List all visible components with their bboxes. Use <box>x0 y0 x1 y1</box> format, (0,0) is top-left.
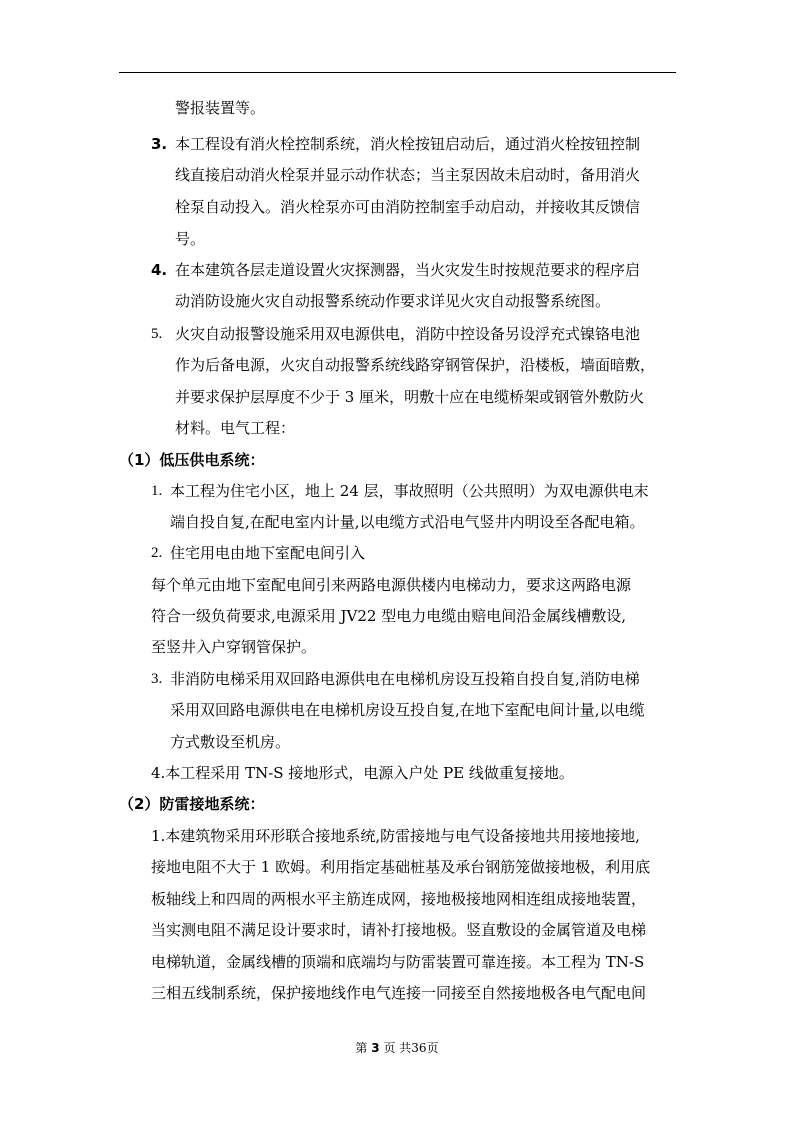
text-line: 号。 <box>175 230 206 248</box>
text-line: 作为后备电源，火灾自动报警系统线路穿钢管保护，沿楼板，墙面暗敷， <box>175 356 656 374</box>
text-line: 本工程为住宅小区，地上 24 层，事故照明（公共照明）为双电源供电末 <box>170 482 649 500</box>
text-line: 三相五线制系统，保护接地线作电气连接一同接至自然接地极各电气配电间 <box>151 984 647 1002</box>
text-line: 栓泵自动投入。消火栓泵亦可由消防控制室手动启动，并接收其反馈信 <box>175 198 641 216</box>
list-number: 5. <box>151 326 163 342</box>
text-line: 本工程设有消火栓控制系统，消火栓按钮启动后，通过消火栓按钮控制 <box>175 135 641 153</box>
text-line: 动消防设施火灾自动报警系统动作要求详见火灾自动报警系统图。 <box>175 292 611 310</box>
list-number: 2. <box>151 545 163 561</box>
section-heading: （1）低压供电系统： <box>119 451 265 469</box>
text-line: 材料。电气工程： <box>175 419 296 437</box>
text-line: 警报装置等。 <box>175 99 266 117</box>
text-line: 当实测电阻不满足设计要求时，请补打接地极。竖直敷设的金属管道及电梯 <box>151 921 647 939</box>
text-line: 符合一级负荷要求,电源采用 JV22 型电力电缆由赔电间沿金属线槽敷设, <box>151 607 627 625</box>
text-line: 火灾自动报警设施采用双电源供电，消防中控设备另设浮充式镍铬电池 <box>175 325 641 343</box>
page-number: 3 <box>371 1041 380 1055</box>
text-line: 方式敷设至机房。 <box>170 733 291 751</box>
text-line: 端自投自复,在配电室内计量,以电缆方式沿电气竖井内明设至各配电箱。 <box>170 513 645 531</box>
header-rule <box>119 72 676 73</box>
text-line: 1.本建筑物采用环形联合接地系统,防雷接地与电气设备接地共用接地接地, <box>151 827 640 845</box>
text-line: 非消防电梯采用双回路电源供电在电梯机房设互投箱自投自复,消防电梯 <box>170 670 640 688</box>
text-line: 在本建筑各层走道设置火灾探测器，当火灾发生时按规范要求的程序启 <box>175 261 641 279</box>
text-line: 板轴线上和四周的两根水平主筋连成网，接地极接地网相连组成接地装置， <box>151 890 647 908</box>
text-line: 4.本工程采用 TN-S 接地形式，电源入户处 PE 线做重复接地。 <box>151 764 574 782</box>
text-line: 采用双回路电源供电在电梯机房设互投自复,在地下室配电间计量,以电缆 <box>170 701 645 719</box>
list-number: 4. <box>151 261 168 279</box>
text-line: 电梯轨道，金属线槽的顶端和底端均与防雷装置可靠连接。本工程为 TN-S <box>151 953 645 971</box>
text-line: 每个单元由地下室配电间引来两路电源供楼内电梯动力，要求这两路电源 <box>151 576 632 594</box>
total-pages: 36 <box>411 1041 427 1055</box>
text-line: 并要求保护层厚度不少于 3 厘米，明敷十应在电缆桥架或钢管外敷防火 <box>175 388 645 406</box>
list-number: 3. <box>151 135 168 153</box>
section-heading: （2）防雷接地系统： <box>119 795 265 813</box>
footer-middle: 页 共 <box>383 1041 412 1055</box>
list-number: 3. <box>151 671 163 687</box>
text-line: 住宅用电由地下室配电间引入 <box>170 544 366 562</box>
footer-suffix: 页 <box>426 1041 439 1055</box>
text-line: 线直接启动消火栓泵并显示动作状态；当主泵因故未启动时，备用消火 <box>175 166 641 184</box>
text-line: 接地电阻不大于 1 欧姆。利用指定基础桩基及承台钢筋笼做接地极，利用底 <box>151 858 651 876</box>
list-number: 1. <box>151 483 163 499</box>
text-line: 至竖井入户穿钢管保护。 <box>151 638 317 656</box>
page-footer <box>0 1040 794 1056</box>
footer-prefix: 第 <box>355 1041 368 1055</box>
